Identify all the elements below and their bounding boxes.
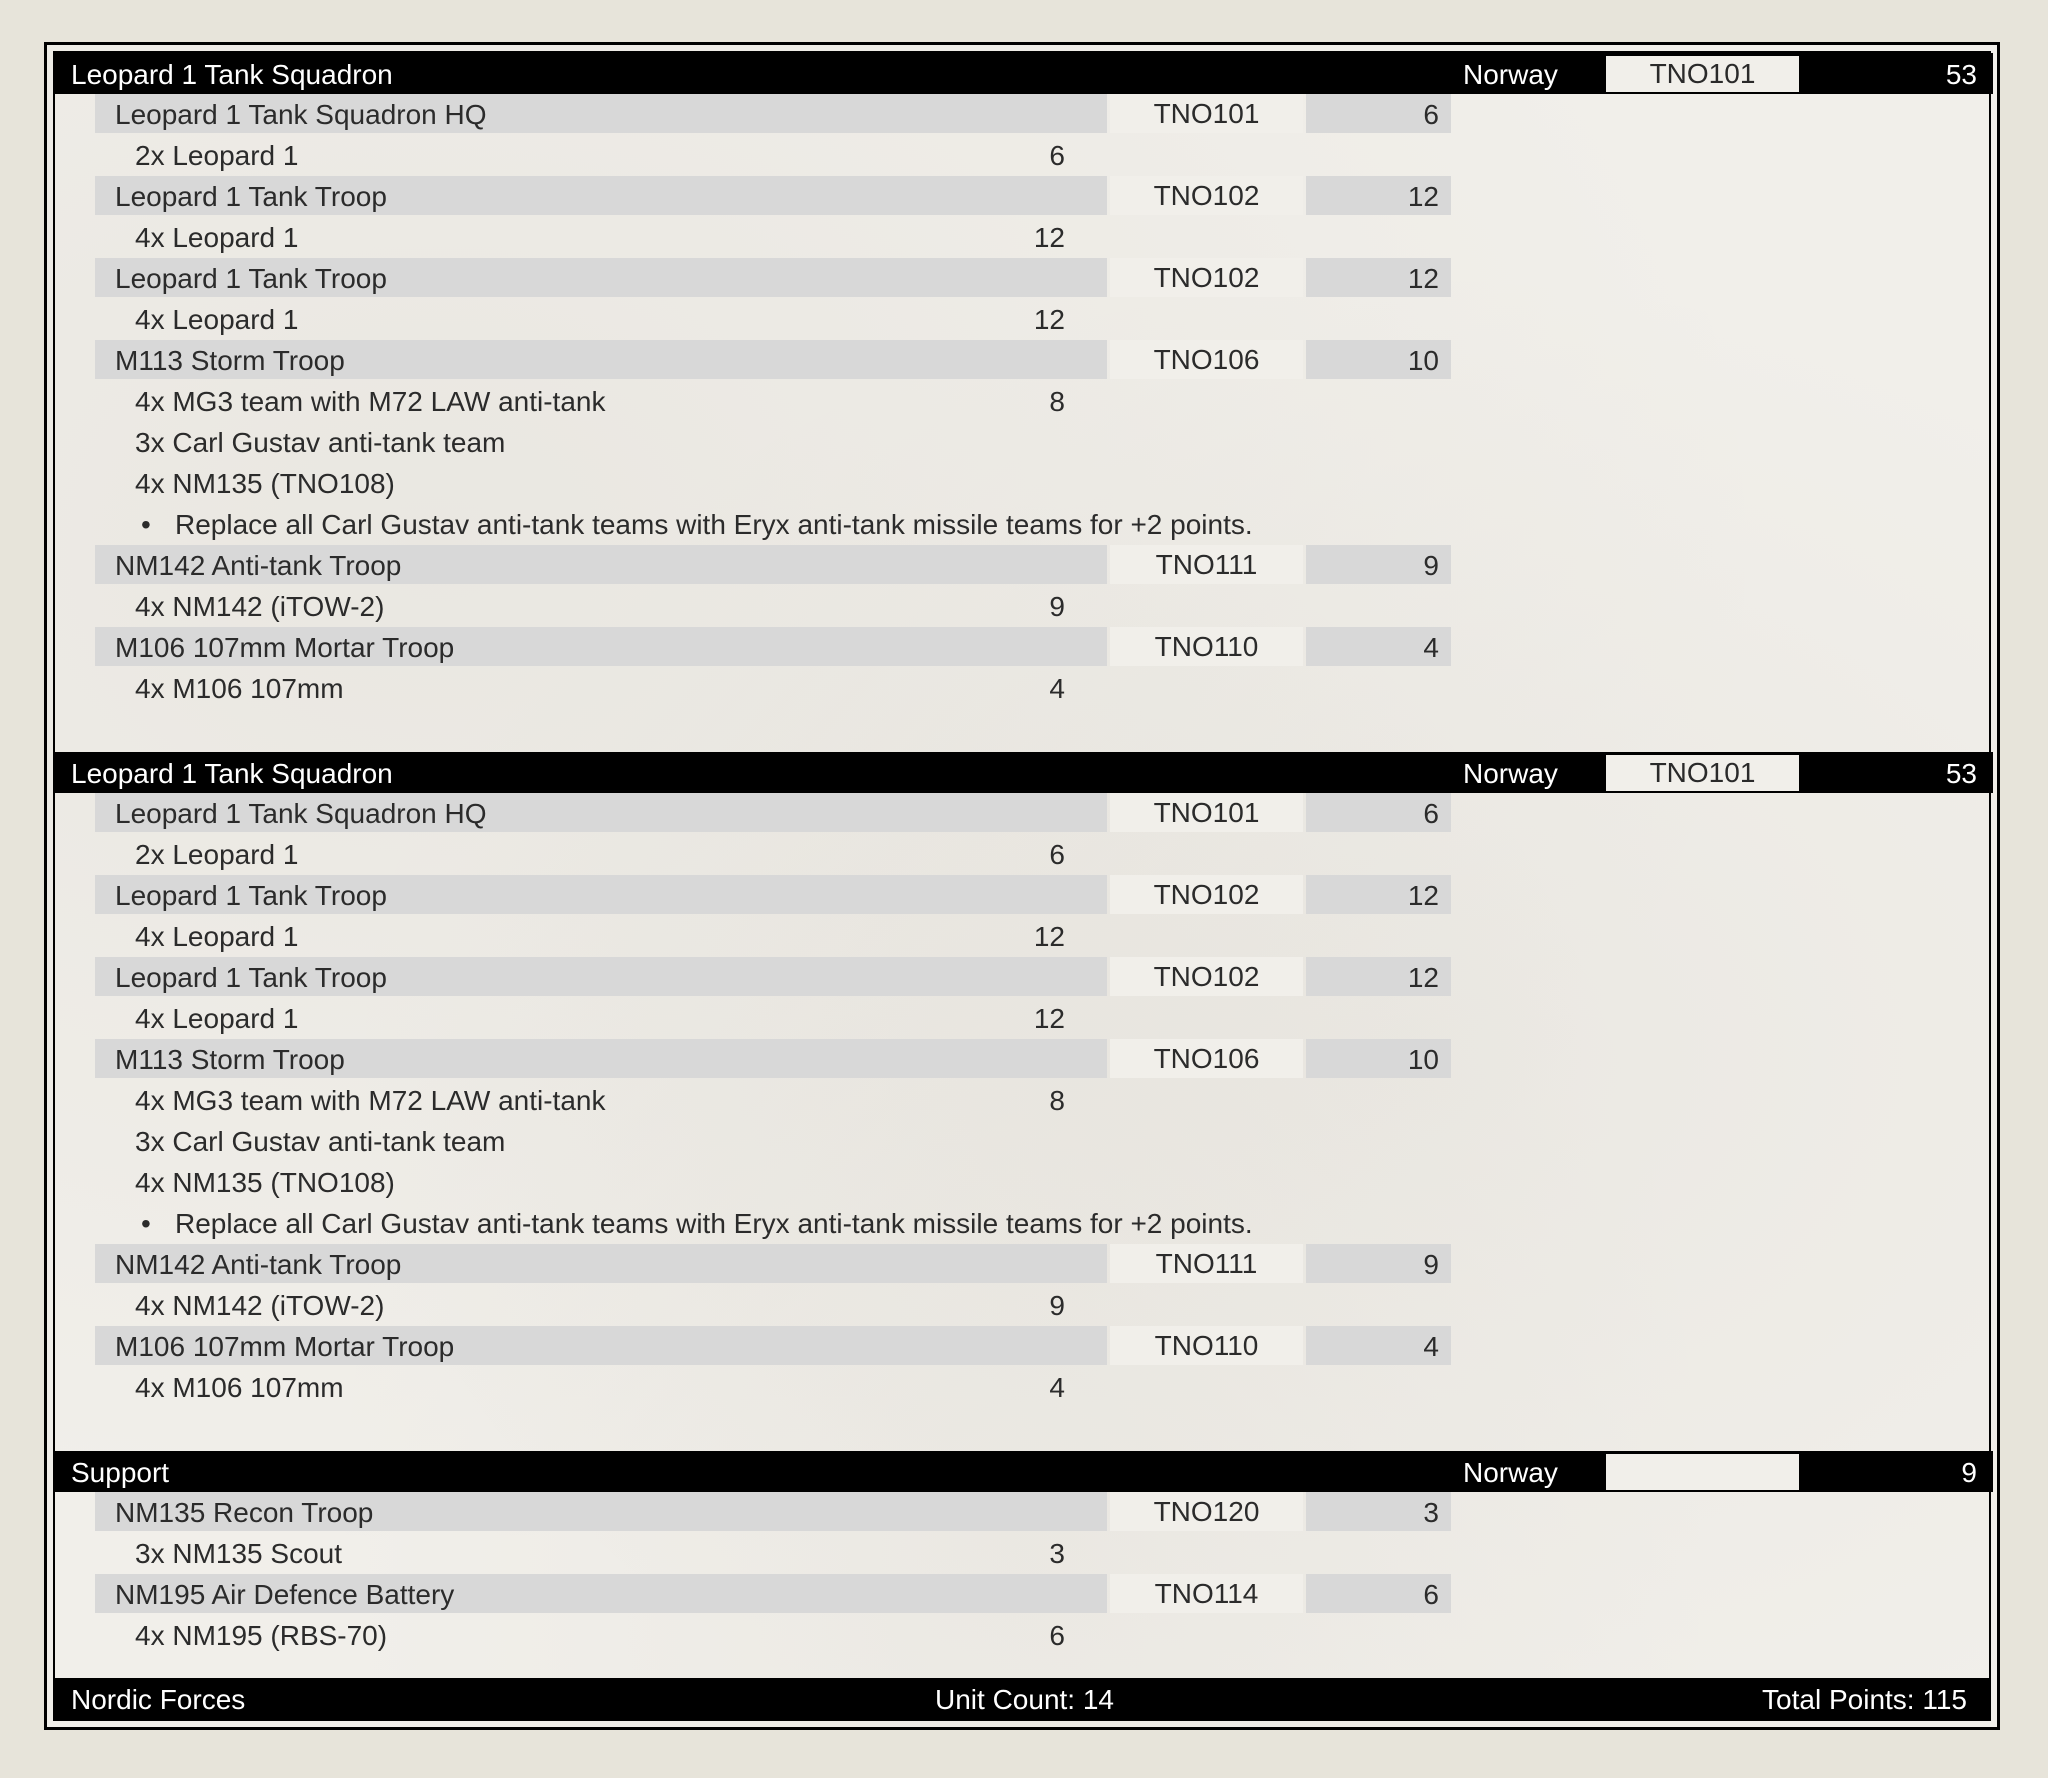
detail-text: 4x Leopard 1 [135, 222, 299, 253]
unit-name-cell [95, 1574, 1107, 1613]
detail-text: 2x Leopard 1 [135, 839, 299, 870]
unit-points-cell [1306, 1574, 1451, 1613]
unit-name-cell [95, 1492, 1107, 1531]
unit-code: TNO102 [1110, 957, 1303, 996]
unit-points-cell [1306, 957, 1451, 996]
unit-points-cell [1306, 1492, 1451, 1531]
formation-nation: Norway [1463, 1457, 1558, 1488]
unit-row [95, 1039, 1451, 1080]
formation-points: 9 [1961, 1457, 1977, 1488]
army-list-frame [53, 51, 1991, 1721]
formation-nation: Norway [1463, 59, 1558, 90]
unit-name-cell [95, 340, 1107, 379]
unit-name-cell [95, 545, 1107, 584]
force-name: Nordic Forces [71, 1684, 246, 1715]
detail-points: 4 [1049, 673, 1065, 704]
formation-code: TNO101 [1606, 755, 1799, 791]
unit-code: TNO120 [1110, 1492, 1303, 1531]
detail-points: 3 [1049, 1538, 1065, 1569]
formation-code [1606, 1454, 1799, 1490]
detail-text: 4x Leopard 1 [135, 1003, 299, 1034]
unit-points: 12 [1407, 880, 1439, 911]
unit-detail-line [55, 586, 1993, 627]
unit-row [95, 1244, 1451, 1285]
detail-text: Replace all Carl Gustav anti-tank teams with Eryx anti-tank missile teams for +2 points. [175, 509, 1253, 540]
total-points: Total Points: 115 [1762, 1684, 1967, 1715]
unit-points: 6 [1423, 798, 1439, 829]
unit-detail-line [55, 668, 1993, 709]
unit-points: 6 [1423, 1579, 1439, 1610]
unit-row [95, 1574, 1451, 1615]
unit-name-cell [95, 793, 1107, 832]
unit-points: 9 [1423, 1249, 1439, 1280]
unit-name-cell [95, 1039, 1107, 1078]
unit-detail-line [55, 1615, 1993, 1656]
unit-detail-line [55, 1285, 1993, 1326]
formation-title: Leopard 1 Tank Squadron [71, 59, 393, 90]
unit-detail-line [55, 998, 1993, 1039]
unit-detail-line [55, 422, 1993, 463]
unit-name: M113 Storm Troop [115, 1044, 345, 1075]
formation-header [55, 53, 1993, 94]
unit-row [95, 545, 1451, 586]
detail-text: 4x MG3 team with M72 LAW anti-tank [135, 1085, 606, 1116]
formation-spacer [55, 709, 1993, 752]
unit-detail-line [55, 1080, 1993, 1121]
detail-text: 3x Carl Gustav anti-tank team [135, 427, 506, 458]
detail-text: 4x NM135 (TNO108) [135, 468, 395, 499]
unit-points-cell [1306, 176, 1451, 215]
detail-text: 3x Carl Gustav anti-tank team [135, 1126, 506, 1157]
army-list-sheet [44, 42, 2000, 1730]
detail-points: 6 [1049, 839, 1065, 870]
detail-text: 4x NM142 (iTOW-2) [135, 591, 385, 622]
unit-code: TNO102 [1110, 258, 1303, 297]
unit-code: TNO111 [1110, 1244, 1303, 1283]
formation-header [55, 752, 1993, 793]
formation-block [55, 1451, 1993, 1701]
unit-name: NM142 Anti-tank Troop [115, 550, 402, 581]
detail-points: 6 [1049, 140, 1065, 171]
unit-name: M113 Storm Troop [115, 345, 345, 376]
unit-detail-line [55, 217, 1993, 258]
unit-code: TNO110 [1110, 627, 1303, 666]
unit-detail-line [55, 1162, 1993, 1203]
detail-points: 12 [1033, 222, 1065, 253]
detail-points: 12 [1033, 1003, 1065, 1034]
unit-name-cell [95, 627, 1107, 666]
unit-name-cell [95, 176, 1107, 215]
unit-code: TNO101 [1110, 793, 1303, 832]
formation-points: 53 [1945, 59, 1977, 90]
formation-points: 53 [1945, 758, 1977, 789]
detail-points: 12 [1033, 921, 1065, 952]
unit-name-cell [95, 258, 1107, 297]
unit-code: TNO102 [1110, 176, 1303, 215]
detail-text: 4x MG3 team with M72 LAW anti-tank [135, 386, 606, 417]
detail-text: 4x NM142 (iTOW-2) [135, 1290, 385, 1321]
unit-name-cell [95, 957, 1107, 996]
unit-row [95, 793, 1451, 834]
unit-points: 10 [1407, 345, 1439, 376]
unit-detail-line [55, 135, 1993, 176]
detail-points: 4 [1049, 1372, 1065, 1403]
detail-text: 4x NM135 (TNO108) [135, 1167, 395, 1198]
unit-name-cell [95, 1244, 1107, 1283]
detail-text: 3x NM135 Scout [135, 1538, 342, 1569]
unit-detail-line [55, 1533, 1993, 1574]
unit-points-cell [1306, 94, 1451, 133]
unit-code: TNO110 [1110, 1326, 1303, 1365]
unit-points-cell [1306, 258, 1451, 297]
detail-text: 4x M106 107mm [135, 1372, 344, 1403]
formation-spacer [55, 1408, 1993, 1451]
army-list-footer [55, 1678, 1989, 1719]
unit-name: Leopard 1 Tank Troop [115, 263, 387, 294]
formation-nation: Norway [1463, 758, 1558, 789]
detail-text: Replace all Carl Gustav anti-tank teams with Eryx anti-tank missile teams for +2 points. [175, 1208, 1253, 1239]
unit-option-line [55, 1203, 1993, 1244]
unit-name: Leopard 1 Tank Troop [115, 181, 387, 212]
unit-name: NM142 Anti-tank Troop [115, 1249, 402, 1280]
unit-points: 9 [1423, 550, 1439, 581]
unit-code: TNO102 [1110, 875, 1303, 914]
unit-points-cell [1306, 1326, 1451, 1365]
detail-text: 4x NM195 (RBS-70) [135, 1620, 388, 1651]
unit-row [95, 957, 1451, 998]
detail-points: 9 [1049, 591, 1065, 622]
unit-name: NM195 Air Defence Battery [115, 1579, 455, 1610]
unit-detail-line [55, 299, 1993, 340]
detail-text: 4x M106 107mm [135, 673, 344, 704]
unit-name-cell [95, 94, 1107, 133]
unit-detail-line [55, 1367, 1993, 1408]
detail-points: 12 [1033, 304, 1065, 335]
unit-code: TNO101 [1110, 94, 1303, 133]
unit-code: TNO106 [1110, 340, 1303, 379]
unit-points-cell [1306, 627, 1451, 666]
formation-code: TNO101 [1606, 56, 1799, 92]
unit-name: Leopard 1 Tank Squadron HQ [115, 99, 487, 130]
unit-name: NM135 Recon Troop [115, 1497, 374, 1528]
unit-points: 4 [1423, 632, 1439, 663]
detail-text: 4x Leopard 1 [135, 921, 299, 952]
unit-row [95, 875, 1451, 916]
unit-points: 12 [1407, 962, 1439, 993]
unit-row [95, 340, 1451, 381]
formations-container [55, 53, 1989, 1701]
unit-points-cell [1306, 875, 1451, 914]
unit-points-cell [1306, 545, 1451, 584]
unit-row [95, 1492, 1451, 1533]
unit-row [95, 94, 1451, 135]
formation-title: Leopard 1 Tank Squadron [71, 758, 393, 789]
unit-name-cell [95, 875, 1107, 914]
unit-row [95, 627, 1451, 668]
unit-code: TNO106 [1110, 1039, 1303, 1078]
unit-name: M106 107mm Mortar Troop [115, 1331, 455, 1362]
unit-points-cell [1306, 1244, 1451, 1283]
detail-text: 4x Leopard 1 [135, 304, 299, 335]
unit-detail-line [55, 916, 1993, 957]
bullet-icon: • [141, 509, 151, 540]
unit-row [95, 1326, 1451, 1367]
unit-code: TNO114 [1110, 1574, 1303, 1613]
unit-name: Leopard 1 Tank Troop [115, 962, 387, 993]
unit-detail-line [55, 834, 1993, 875]
bullet-icon: • [141, 1208, 151, 1239]
detail-points: 8 [1049, 386, 1065, 417]
unit-points: 6 [1423, 99, 1439, 130]
formation-block [55, 53, 1993, 752]
unit-points-cell [1306, 340, 1451, 379]
unit-detail-line [55, 463, 1993, 504]
detail-points: 9 [1049, 1290, 1065, 1321]
unit-row [95, 258, 1451, 299]
unit-row [95, 176, 1451, 217]
formation-block [55, 752, 1993, 1451]
formation-title: Support [71, 1457, 170, 1488]
unit-points: 12 [1407, 263, 1439, 294]
unit-name-cell [95, 1326, 1107, 1365]
unit-points-cell [1306, 1039, 1451, 1078]
formation-header [55, 1451, 1993, 1492]
unit-name: Leopard 1 Tank Troop [115, 880, 387, 911]
detail-points: 6 [1049, 1620, 1065, 1651]
unit-count: Unit Count: 14 [935, 1684, 1114, 1715]
unit-points: 10 [1407, 1044, 1439, 1075]
unit-points: 12 [1407, 181, 1439, 212]
unit-name: M106 107mm Mortar Troop [115, 632, 455, 663]
detail-text: 2x Leopard 1 [135, 140, 299, 171]
unit-detail-line [55, 381, 1993, 422]
unit-code: TNO111 [1110, 545, 1303, 584]
unit-points: 4 [1423, 1331, 1439, 1362]
unit-detail-line [55, 1121, 1993, 1162]
unit-points: 3 [1423, 1497, 1439, 1528]
unit-points-cell [1306, 793, 1451, 832]
unit-option-line [55, 504, 1993, 545]
unit-name: Leopard 1 Tank Squadron HQ [115, 798, 487, 829]
detail-points: 8 [1049, 1085, 1065, 1116]
